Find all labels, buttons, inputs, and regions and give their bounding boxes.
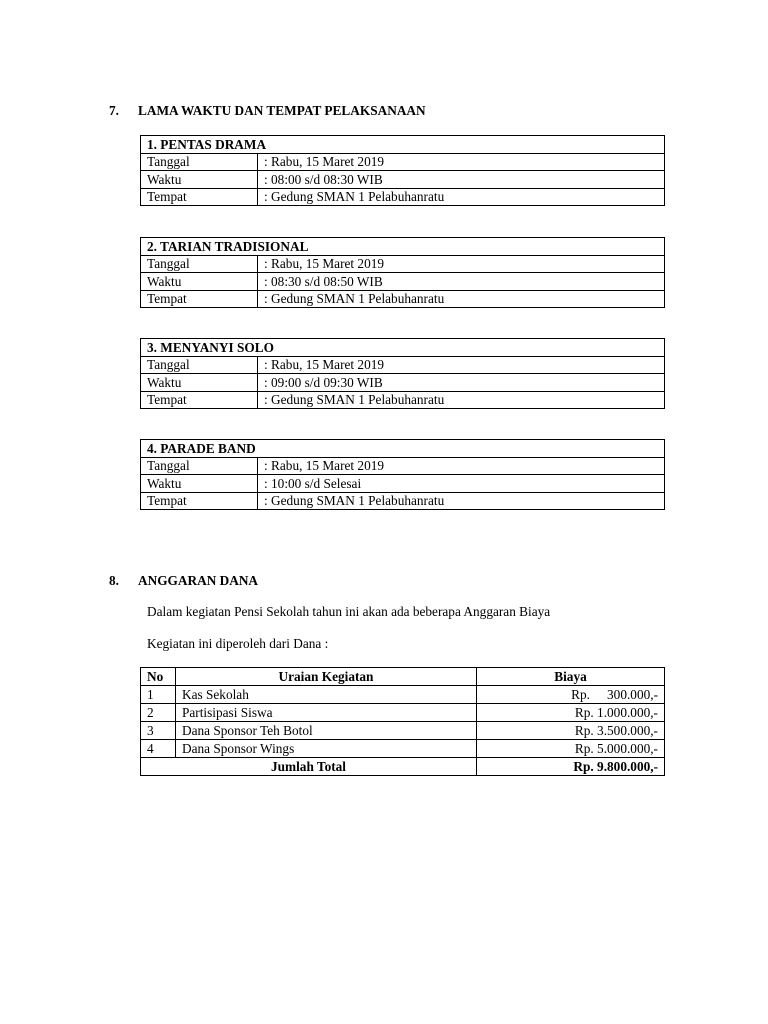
event-row-label: Tempat — [141, 188, 258, 206]
event-table-pentas-drama — [140, 135, 665, 206]
event-title-row — [141, 440, 665, 458]
budget-row — [141, 704, 665, 722]
event-row-label: Tempat — [141, 492, 258, 510]
event-row — [141, 188, 665, 206]
budget-source-paragraph: Kegiatan ini diperoleh dari Dana : — [147, 636, 329, 651]
event-row-value: : 10:00 s/d Selesai — [258, 475, 665, 493]
event-row — [141, 492, 665, 510]
event-row-label: Tempat — [141, 391, 258, 409]
event-row-label: Tanggal — [141, 457, 258, 475]
event-row-label: Tanggal — [141, 356, 258, 374]
event-table-tarian-tradisional — [140, 237, 665, 308]
section-8-number: 8. — [109, 573, 119, 588]
section-7-number: 7. — [109, 103, 119, 118]
event-row — [141, 356, 665, 374]
budget-row-currency: Rp. — [574, 740, 594, 756]
budget-row-uraian: Dana Sponsor Teh Botol — [176, 722, 477, 740]
budget-intro-paragraph: Dalam kegiatan Pensi Sekolah tahun ini akan ada beberapa Anggaran Biaya — [147, 604, 551, 619]
event-row-label: Tanggal — [141, 255, 258, 273]
budget-row-amount: 300.000,- — [607, 686, 658, 702]
event-row-label: Waktu — [141, 374, 258, 392]
budget-row-currency: Rp. — [574, 722, 594, 738]
event-row-value: : Gedung SMAN 1 Pelabuhanratu — [258, 492, 665, 510]
event-title: 3. MENYANYI SOLO — [141, 339, 665, 357]
header-uraian: Uraian Kegiatan — [176, 668, 477, 686]
event-row-value: : Gedung SMAN 1 Pelabuhanratu — [258, 391, 665, 409]
budget-row — [141, 686, 665, 704]
event-row-value: : Rabu, 15 Maret 2019 — [258, 153, 665, 171]
budget-row-biaya — [477, 722, 665, 740]
header-no: No — [141, 668, 176, 686]
section-7-heading — [109, 104, 426, 117]
budget-total-row — [141, 758, 665, 776]
section-8-title: ANGGARAN DANA — [138, 573, 259, 588]
event-title: 1. PENTAS DRAMA — [141, 136, 665, 154]
event-row-value: : Gedung SMAN 1 Pelabuhanratu — [258, 290, 665, 308]
section-7-title: LAMA WAKTU DAN TEMPAT PELAKSANAAN — [138, 103, 426, 118]
budget-row-uraian: Partisipasi Siswa — [176, 704, 477, 722]
event-row-value: : Gedung SMAN 1 Pelabuhanratu — [258, 188, 665, 206]
event-row — [141, 475, 665, 493]
event-row-label: Waktu — [141, 171, 258, 189]
event-row — [141, 171, 665, 189]
event-row-value: : Rabu, 15 Maret 2019 — [258, 255, 665, 273]
budget-row-biaya — [477, 740, 665, 758]
event-row-value: : 09:00 s/d 09:30 WIB — [258, 374, 665, 392]
event-title-row — [141, 136, 665, 154]
event-row-label: Waktu — [141, 273, 258, 291]
budget-row-currency: Rp. — [571, 686, 590, 702]
event-row — [141, 457, 665, 475]
event-title-row — [141, 238, 665, 256]
event-row-label: Tempat — [141, 290, 258, 308]
event-row — [141, 374, 665, 392]
budget-row — [141, 722, 665, 740]
budget-header-row — [141, 668, 665, 686]
budget-row — [141, 740, 665, 758]
budget-row-uraian: Kas Sekolah — [176, 686, 477, 704]
event-row-value: : Rabu, 15 Maret 2019 — [258, 457, 665, 475]
budget-row-no: 2 — [141, 704, 176, 722]
budget-row-biaya — [477, 686, 665, 704]
event-row-value: : 08:00 s/d 08:30 WIB — [258, 171, 665, 189]
budget-row-no: 3 — [141, 722, 176, 740]
event-row — [141, 255, 665, 273]
budget-row-amount: 5.000.000,- — [597, 740, 658, 756]
event-row-label: Waktu — [141, 475, 258, 493]
budget-table — [140, 667, 665, 776]
budget-row-no: 4 — [141, 740, 176, 758]
event-title: 2. TARIAN TRADISIONAL — [141, 238, 665, 256]
header-biaya: Biaya — [477, 668, 665, 686]
event-table-parade-band — [140, 439, 665, 510]
event-row-value: : Rabu, 15 Maret 2019 — [258, 356, 665, 374]
event-title-row — [141, 339, 665, 357]
budget-row-no: 1 — [141, 686, 176, 704]
event-row — [141, 290, 665, 308]
budget-row-biaya — [477, 704, 665, 722]
budget-row-amount: 1.000.000,- — [597, 704, 658, 720]
budget-total-label: Jumlah Total — [141, 758, 477, 776]
section-8-heading — [109, 574, 258, 587]
budget-row-currency: Rp. — [574, 704, 594, 720]
budget-total-value: Rp. 9.800.000,- — [477, 758, 665, 776]
event-title: 4. PARADE BAND — [141, 440, 665, 458]
event-row — [141, 273, 665, 291]
event-table-menyanyi-solo — [140, 338, 665, 409]
event-row-label: Tanggal — [141, 153, 258, 171]
budget-row-amount: 3.500.000,- — [597, 722, 658, 738]
event-row — [141, 153, 665, 171]
event-row-value: : 08:30 s/d 08:50 WIB — [258, 273, 665, 291]
budget-row-uraian: Dana Sponsor Wings — [176, 740, 477, 758]
event-row — [141, 391, 665, 409]
